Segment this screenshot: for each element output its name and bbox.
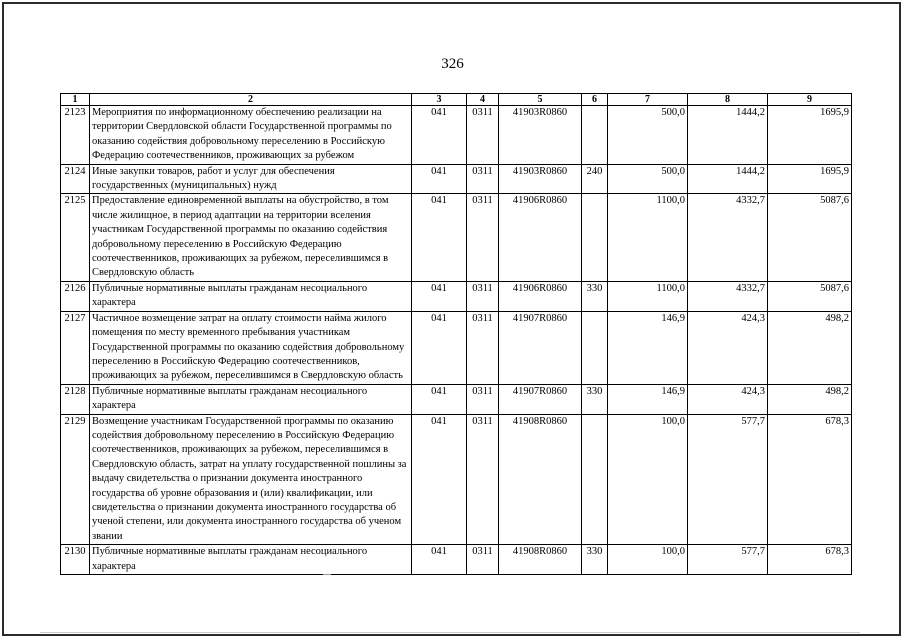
amount-col7: 1100,0 xyxy=(608,194,688,281)
section-code: 0311 xyxy=(467,384,499,414)
amount-col8: 4332,7 xyxy=(688,194,768,281)
ministry-code: 041 xyxy=(412,384,467,414)
row-number: 2128 xyxy=(61,384,90,414)
page-number: 326 xyxy=(441,56,464,72)
amount-col7: 100,0 xyxy=(608,545,688,575)
amount-col7: 100,0 xyxy=(608,414,688,545)
row-name: Предоставление единовременной выплаты на обустройство, в том числе жилищное, в период адаптации на территории вселения участникам Государственной программы по оказанию содействия добровольному переселению в Российскую Федерацию соотечественников, проживающих за рубежом, переселившимся в Свердловскую область xyxy=(90,194,412,281)
amount-col8: 577,7 xyxy=(688,414,768,545)
ministry-code: 041 xyxy=(412,106,467,165)
amount-col9: 498,2 xyxy=(768,384,852,414)
ministry-code: 041 xyxy=(412,164,467,194)
expense-type-code xyxy=(582,106,608,165)
target-article-code: 41906R0860 xyxy=(499,281,582,311)
expense-type-code: 330 xyxy=(582,281,608,311)
row-name: Публичные нормативные выплаты гражданам несоциального характера xyxy=(90,281,412,311)
row-number: 2129 xyxy=(61,414,90,545)
expense-type-code xyxy=(582,414,608,545)
scan-speck xyxy=(323,574,331,575)
amount-col9: 678,3 xyxy=(768,545,852,575)
table-row xyxy=(61,545,852,575)
table-row xyxy=(61,164,852,194)
ministry-code: 041 xyxy=(412,311,467,384)
row-number: 2130 xyxy=(61,545,90,575)
ministry-code: 041 xyxy=(412,545,467,575)
row-number: 2123 xyxy=(61,106,90,165)
section-code: 0311 xyxy=(467,164,499,194)
expense-type-code: 330 xyxy=(582,384,608,414)
amount-col8: 1444,2 xyxy=(688,106,768,165)
column-header: 8 xyxy=(688,94,768,106)
amount-col8: 424,3 xyxy=(688,384,768,414)
amount-col7: 146,9 xyxy=(608,384,688,414)
column-header: 7 xyxy=(608,94,688,106)
target-article-code: 41903R0860 xyxy=(499,164,582,194)
row-number: 2127 xyxy=(61,311,90,384)
scan-edge-line xyxy=(40,632,860,633)
table-row xyxy=(61,194,852,281)
table-row xyxy=(61,311,852,384)
section-code: 0311 xyxy=(467,311,499,384)
section-code: 0311 xyxy=(467,106,499,165)
amount-col7: 1100,0 xyxy=(608,281,688,311)
amount-col8: 4332,7 xyxy=(688,281,768,311)
target-article-code: 41908R0860 xyxy=(499,545,582,575)
amount-col9: 5087,6 xyxy=(768,194,852,281)
amount-col9: 498,2 xyxy=(768,311,852,384)
budget-table xyxy=(60,93,852,575)
amount-col7: 500,0 xyxy=(608,164,688,194)
column-header: 3 xyxy=(412,94,467,106)
target-article-code: 41907R0860 xyxy=(499,311,582,384)
section-code: 0311 xyxy=(467,281,499,311)
table-row xyxy=(61,106,852,165)
row-number: 2125 xyxy=(61,194,90,281)
amount-col7: 146,9 xyxy=(608,311,688,384)
row-number: 2124 xyxy=(61,164,90,194)
expense-type-code: 240 xyxy=(582,164,608,194)
column-header: 9 xyxy=(768,94,852,106)
row-name: Мероприятия по информационному обеспечению реализации на территории Свердловской области Государственной программы по оказанию содействия добровольному переселению в Российскую Федерацию соотечественников, проживающих за рубежом xyxy=(90,106,412,165)
column-header: 6 xyxy=(582,94,608,106)
expense-type-code: 330 xyxy=(582,545,608,575)
column-header: 2 xyxy=(90,94,412,106)
amount-col8: 424,3 xyxy=(688,311,768,384)
target-article-code: 41906R0860 xyxy=(499,194,582,281)
target-article-code: 41908R0860 xyxy=(499,414,582,545)
section-code: 0311 xyxy=(467,194,499,281)
ministry-code: 041 xyxy=(412,414,467,545)
ministry-code: 041 xyxy=(412,194,467,281)
column-header: 5 xyxy=(499,94,582,106)
row-name: Частичное возмещение затрат на оплату стоимости найма жилого помещения по месту временного пребывания участникам Государственной программы по оказанию содействия добровольному переселению в Российскую Федерацию соотечественников, проживающих за рубежом, переселившимся в Свердловскую область xyxy=(90,311,412,384)
section-code: 0311 xyxy=(467,545,499,575)
amount-col8: 1444,2 xyxy=(688,164,768,194)
amount-col9: 5087,6 xyxy=(768,281,852,311)
amount-col9: 1695,9 xyxy=(768,164,852,194)
amount-col8: 577,7 xyxy=(688,545,768,575)
table-row xyxy=(61,384,852,414)
section-code: 0311 xyxy=(467,414,499,545)
target-article-code: 41903R0860 xyxy=(499,106,582,165)
expense-type-code xyxy=(582,311,608,384)
table-row xyxy=(61,414,852,545)
amount-col9: 678,3 xyxy=(768,414,852,545)
row-name: Публичные нормативные выплаты гражданам несоциального характера xyxy=(90,545,412,575)
ministry-code: 041 xyxy=(412,281,467,311)
row-name: Возмещение участникам Государственной программы по оказанию содействия добровольному переселению в Российскую Федерацию соотечественников, проживающих за рубежом, переселившимся в Свердловскую область, затрат на уплату государственной пошлины за выдачу свидетельства о признании документа иностранного государства об уровне образования и (или) квалификации, или свидетельства о признании документа иностранного государства об ученой степени, или документа иностранного государства об ученом звании xyxy=(90,414,412,545)
column-header: 4 xyxy=(467,94,499,106)
expense-type-code xyxy=(582,194,608,281)
table-header-row xyxy=(61,94,852,106)
amount-col7: 500,0 xyxy=(608,106,688,165)
target-article-code: 41907R0860 xyxy=(499,384,582,414)
row-name: Публичные нормативные выплаты гражданам несоциального характера xyxy=(90,384,412,414)
table-row xyxy=(61,281,852,311)
row-name: Иные закупки товаров, работ и услуг для обеспечения государственных (муниципальных) нужд xyxy=(90,164,412,194)
column-header: 1 xyxy=(61,94,90,106)
row-number: 2126 xyxy=(61,281,90,311)
amount-col9: 1695,9 xyxy=(768,106,852,165)
